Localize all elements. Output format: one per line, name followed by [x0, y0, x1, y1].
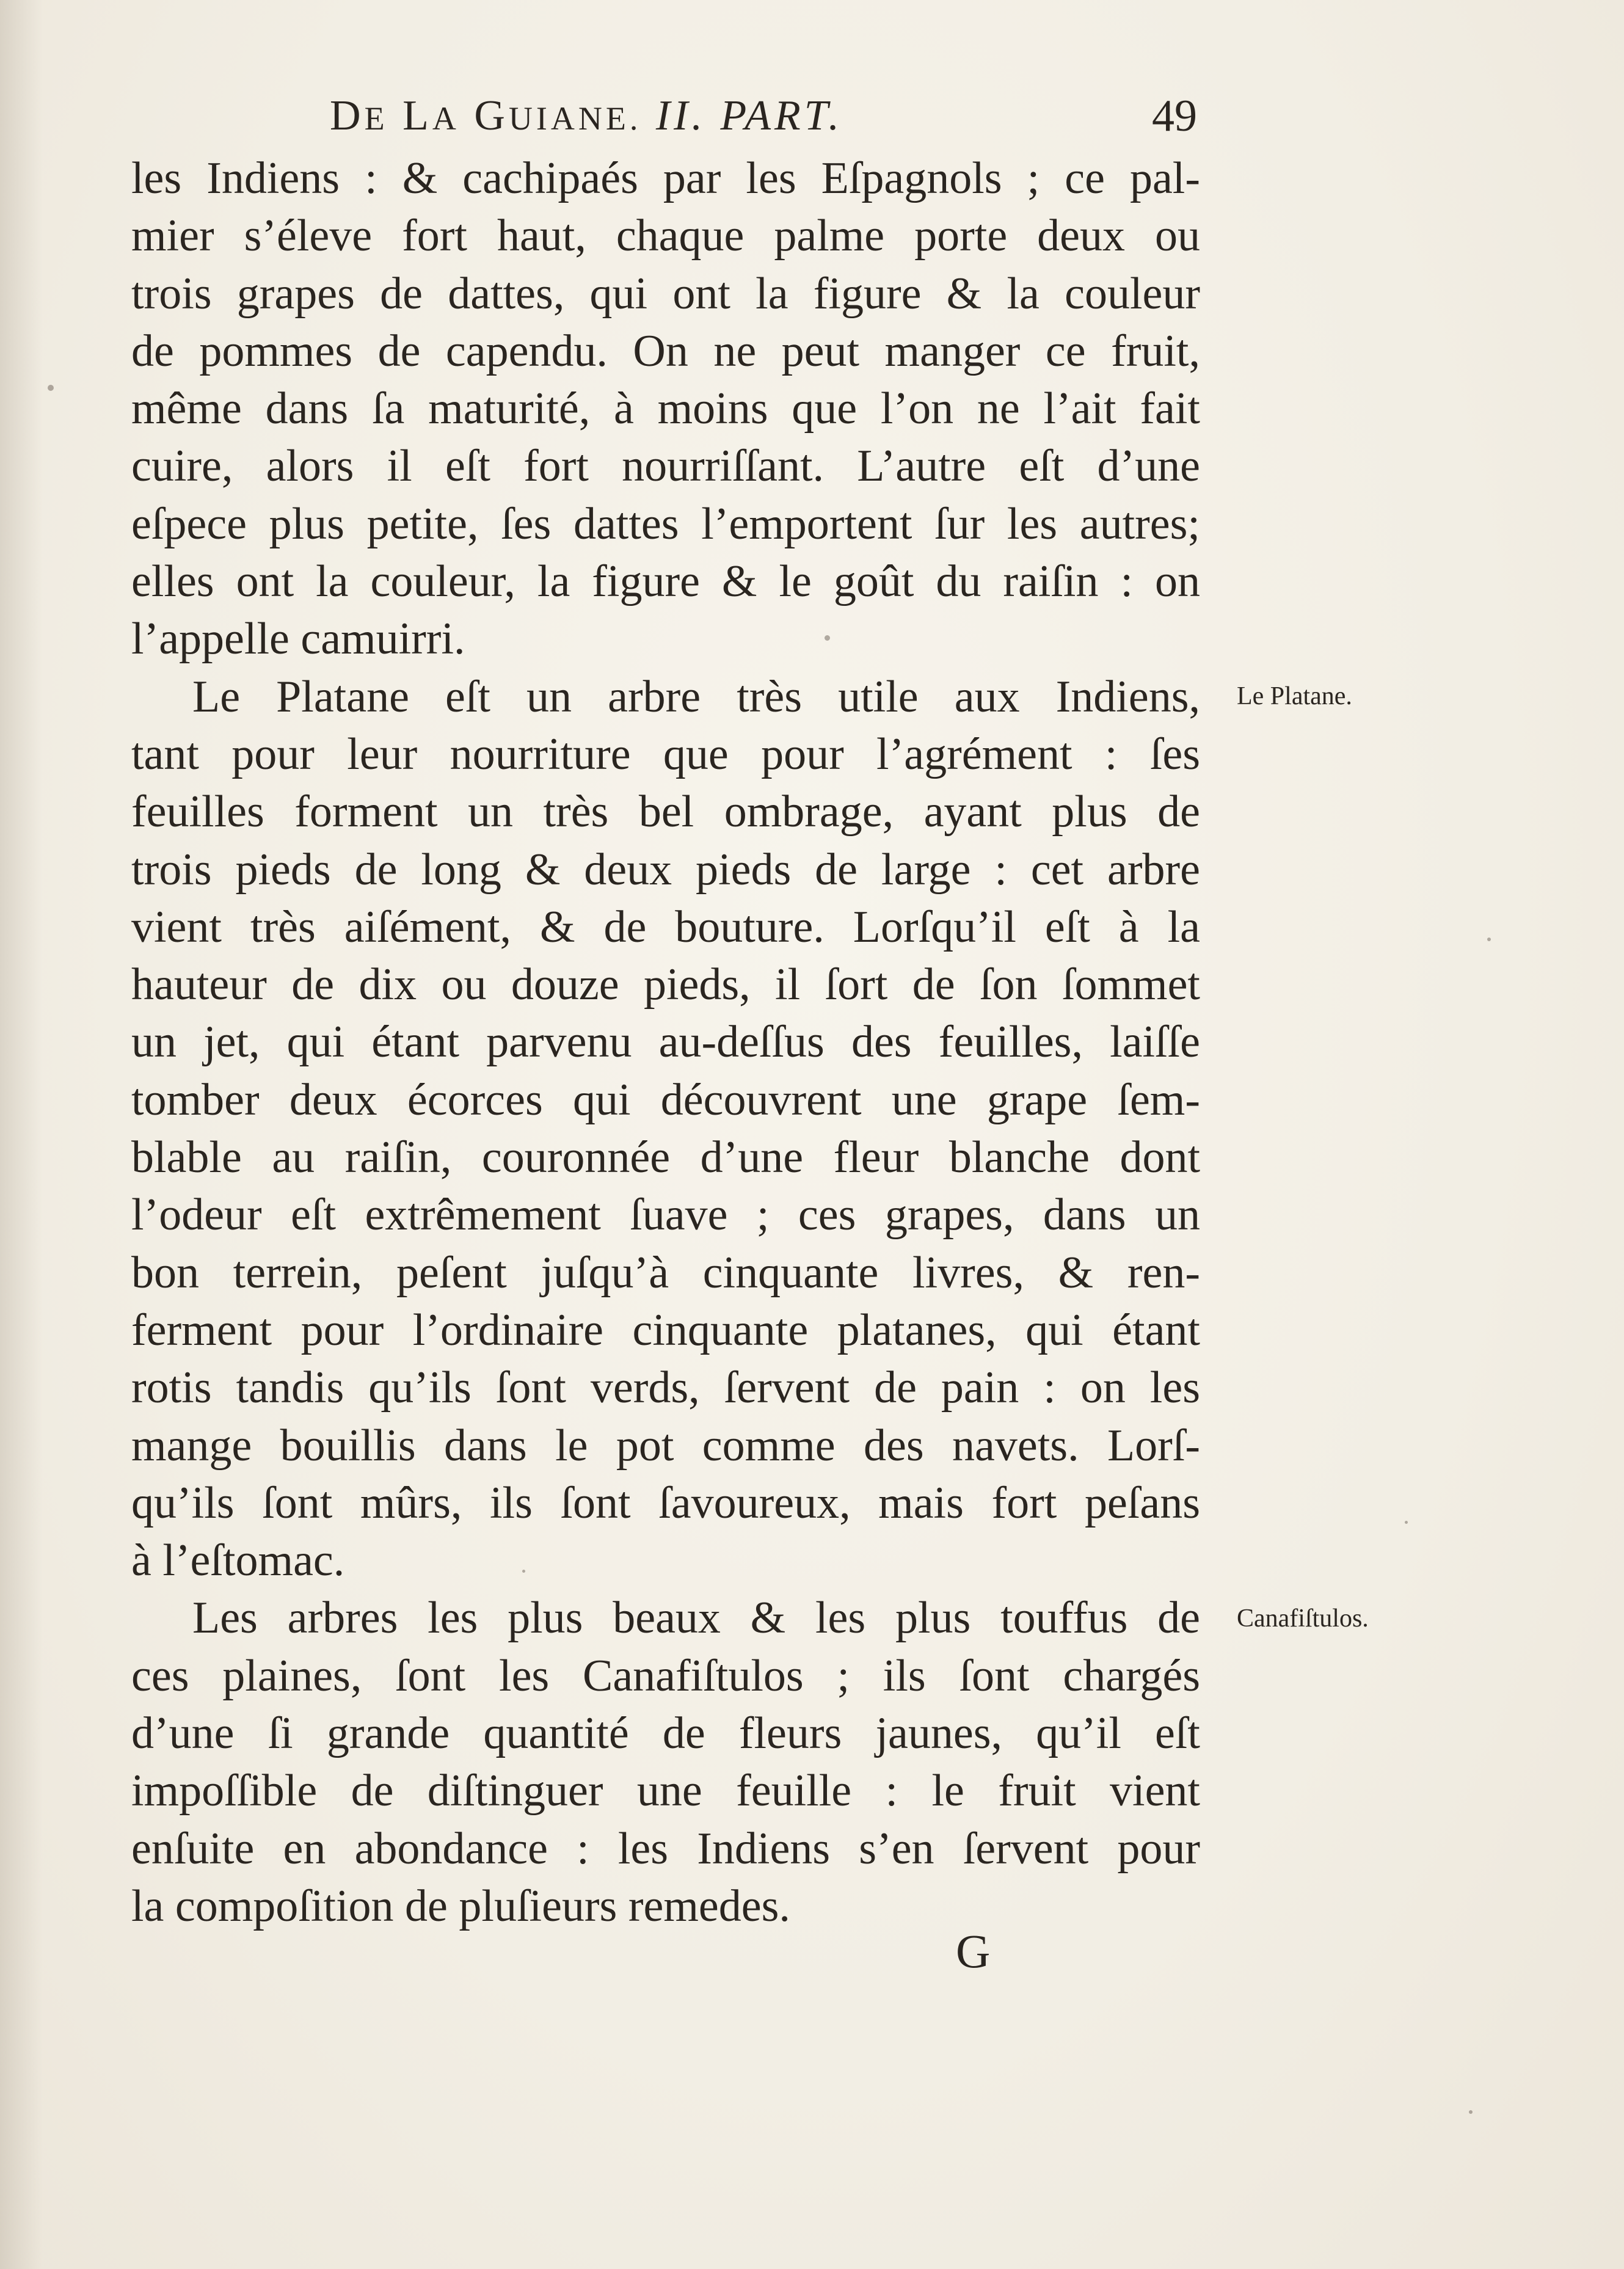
text-line: tomber deux écorces qui découvrent une grape ſem-	[131, 1074, 1200, 1125]
text-line: blable au raiſin, couronnée d’une fleur blanche dont	[131, 1132, 1200, 1183]
head-letters-a: A	[432, 100, 460, 137]
head-letters-e: E	[364, 100, 388, 137]
text-line: l’appelle camuirri.	[131, 614, 465, 665]
marginal-note-canafistulos: Canafiſtulos.	[1237, 1604, 1369, 1633]
marginal-note-platane: Le Platane.	[1237, 682, 1352, 710]
text-line: impoſſible de diſtinguer une feuille : le fruit vient	[131, 1766, 1200, 1816]
text-line: rotis tandis qu’ils ſont verds, ſervent de pain : on les	[131, 1363, 1200, 1413]
text-line: qu’ils ſont mûrs, ils ſont ſavoureux, mais fort peſans	[131, 1477, 1200, 1528]
text-line: trois grapes de dattes, qui ont la figure & la couleur	[131, 268, 1200, 319]
paper-speck	[1469, 2110, 1473, 2114]
paper-speck	[48, 385, 54, 391]
text-line: d’une ſi grande quantité de fleurs jaunes, qu’il eſt	[131, 1708, 1200, 1759]
head-letter-d: D	[330, 92, 365, 139]
paper-speck	[1487, 938, 1491, 941]
running-head-part: II. PART.	[655, 92, 843, 139]
paper-speck	[522, 1570, 525, 1573]
text-line: vient très aiſément, & de bouture. Lorſqu’il eſt à la	[131, 901, 1200, 952]
text-line: hauteur de dix ou douze pieds, il ſort de ſon ſommet	[131, 960, 1200, 1010]
text-line: Le Platane eſt un arbre très utile aux Indiens,	[192, 671, 1200, 722]
running-head	[330, 92, 1197, 140]
text-line: de pommes de capendu. On ne peut manger ce fruit,	[131, 326, 1200, 376]
text-line: cuire, alors il eſt fort nourriſſant. L’autre eſt d’une	[131, 441, 1200, 492]
text-line: un jet, qui étant parvenu au-deſſus des feuilles, laiſſe	[131, 1017, 1200, 1068]
text-line: ferment pour l’ordinaire cinquante platanes, qui étant	[131, 1305, 1200, 1355]
text-line: eſpece plus petite, ſes dattes l’emportent ſur les autres;	[131, 498, 1200, 549]
text-line: trois pieds de long & deux pieds de large : cet arbre	[131, 844, 1200, 895]
running-head-title	[330, 92, 843, 143]
text-line: la compoſition de pluſieurs remedes.	[131, 1881, 790, 1931]
body-text	[131, 150, 1200, 1935]
text-line: même dans ſa maturité, à moins que l’on ne l’ait fait	[131, 384, 1200, 434]
signature-mark: G	[956, 1925, 991, 1978]
text-line: Les arbres les plus beaux & les plus touffus de	[192, 1593, 1200, 1644]
head-letters-uiane: UIANE.	[508, 100, 642, 137]
text-line: à l’eſtomac.	[131, 1535, 345, 1586]
text-line: mange bouillis dans le pot comme des navets. Lorſ-	[131, 1420, 1200, 1471]
paper-speck	[825, 635, 830, 641]
text-line: bon terrein, peſent juſqu’à cinquante livres, & ren-	[131, 1247, 1200, 1298]
paper-speck	[1405, 1521, 1408, 1524]
text-line: ces plaines, ſont les Canafiſtulos ; ils ſont chargés	[131, 1650, 1200, 1701]
text-line: mier s’éleve fort haut, chaque palme porte deux ou	[131, 211, 1200, 261]
text-line: les Indiens : & cachipaés par les Eſpagnols ; ce pal-	[131, 153, 1200, 203]
text-line: enſuite en abondance : les Indiens s’en ſervent pour	[131, 1823, 1200, 1874]
head-letter-g: G	[474, 92, 509, 139]
gutter-shadow	[0, 0, 43, 2269]
head-letter-l: L	[402, 92, 432, 139]
text-line: feuilles forment un très bel ombrage, ayant plus de	[131, 787, 1200, 837]
text-line: tant pour leur nourriture que pour l’agrément : ſes	[131, 729, 1200, 779]
text-line: l’odeur eſt extrêmement ſuave ; ces grapes, dans un	[131, 1190, 1200, 1240]
page-number: 49	[1152, 91, 1197, 141]
text-line: elles ont la couleur, la figure & le goût du raiſin : on	[131, 556, 1200, 607]
